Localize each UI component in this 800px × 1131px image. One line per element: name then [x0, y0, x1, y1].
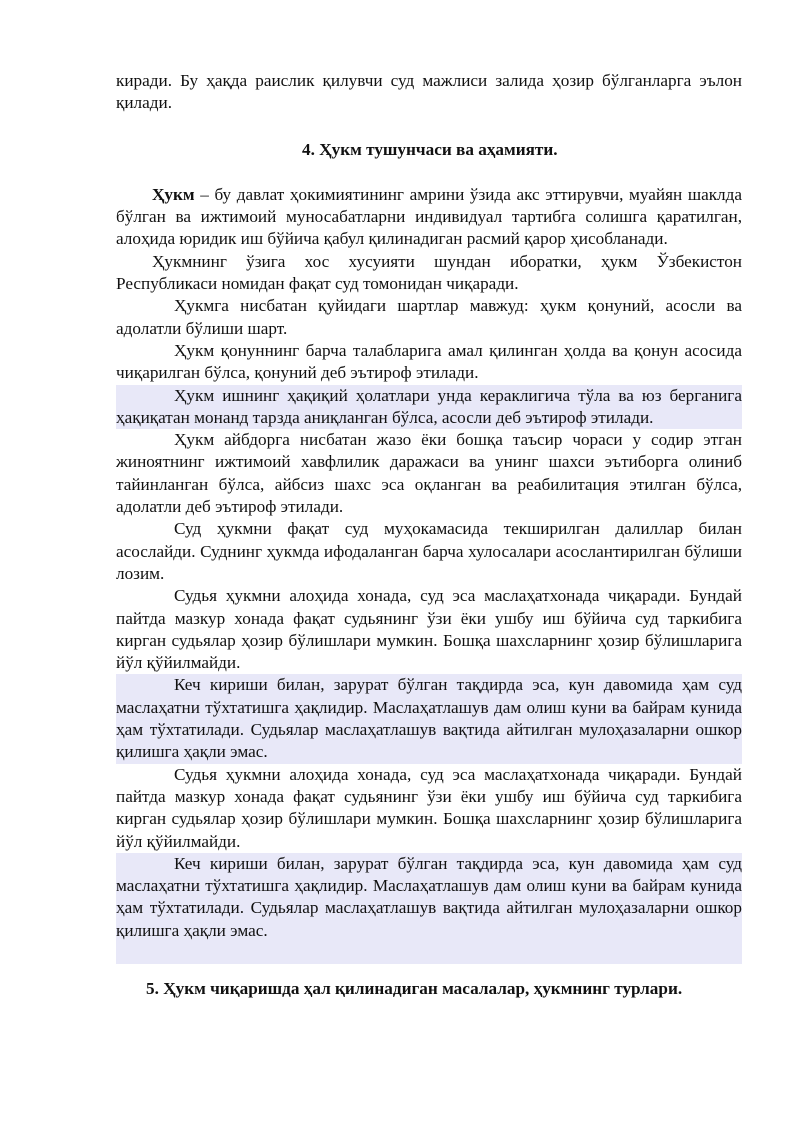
intro-paragraph: киради. Бу ҳақда раислик қилувчи суд мажлиси залида ҳозир бўлганларга эълон қилади. — [116, 71, 742, 113]
fair-paragraph: Ҳукм айбдорга нисбатан жазо ёки бошқа таъсир чораси у содир этган жиноятнинг ижтимоий хавфлилик даражаси ва унинг шахси эътиборга олиниб тайинланган бўлса, айбсиз шахс эса оқланган ва реабилитация этилган бўлса, адолатли деб эътироф этилади. — [116, 430, 742, 517]
definition-text: – бу давлат ҳокимиятининг амрини ўзида акс эттирувчи, муайян шаклда бўлган ва ижтимоий муносабатларни индивидуал тартибга солишга қаратилган, алоҳида юридик иш бўйича қабул қилинадиган расмий қарор ҳисобланади. — [116, 184, 742, 249]
definition-paragraph — [116, 184, 742, 251]
deliberation-pause-paragraph-repeat: Кеч кириши билан, зарурат бўлган тақдирда эса, кун давомида ҳам суд маслаҳатни тўхтатишга ҳақлидир. Маслаҳатлашув дам олиш куни ва байрам кунида ҳам тўхтатилади. Судьялар маслаҳатлашув вақтида айтилган мулоҳазаларни ошкор қилишга ҳақли эмас. — [116, 853, 742, 940]
highlight-spacer — [116, 942, 742, 964]
deliberation-pause-paragraph: Кеч кириши билан, зарурат бўлган тақдирда эса, кун давомида ҳам суд маслаҳатни тўхтатишга ҳақлидир. Маслаҳатлашув дам олиш куни ва байрам кунида ҳам тўхтатилади. Судьялар маслаҳатлашув вақтида айтилган мулоҳазаларни ошкор қилишга ҳақли эмас. — [116, 674, 742, 763]
document-body — [116, 70, 742, 1000]
evidence-paragraph: Суд ҳукмни фақат суд муҳокамасида текширилган далиллар билан асослайди. Суднинг ҳукмда ифодаланган барча хулосалари асослантирилган бўлиши лозим. — [116, 519, 742, 583]
deliberation-room-paragraph: Судья ҳукмни алоҳида хонада, суд эса маслаҳатхонада чиқаради. Бундай пайтда мазкур хонада фақат судьянинг ўзи ёки ушбу иш бўйича суд таркибига кирган судьялар ҳозир бўлишлари мумкин. Бошқа шахсларнинг ҳозир бўлишларига йўл қўйилмайди. — [116, 586, 742, 673]
section-heading-4: 4. Ҳукм тушунчаси ва аҳамияти. — [302, 139, 558, 159]
requirements-paragraph: Ҳукмга нисбатан қуйидаги шартлар мавжуд: ҳукм қонуний, асосли ва адолатли бўлиши шарт. — [116, 296, 742, 338]
section-heading-5: 5. Ҳукм чиқаришда ҳал қилинадиган масалалар, ҳукмнинг турлари. — [146, 978, 683, 998]
highlighted-block — [116, 853, 742, 964]
grounded-paragraph: Ҳукм ишнинг ҳақиқий ҳолатлари унда кераклигича тўла ва юз берганига ҳақиқатан монанд тарзда аниқланган бўлса, асосли деб эътироф этилади. — [116, 385, 742, 430]
deliberation-room-paragraph-repeat: Судья ҳукмни алоҳида хонада, суд эса маслаҳатхонада чиқаради. Бундай пайтда мазкур хонада фақат судьянинг ўзи ёки ушбу иш бўйича суд таркибига кирган судьялар ҳозир бўлишлари мумкин. Бошқа шахсларнинг ҳозир бўлишларига йўл қўйилмайди. — [116, 764, 742, 851]
definition-term: Ҳукм — [152, 184, 195, 204]
legal-paragraph: Ҳукм қонуннинг барча талабларига амал қилинган ҳолда ва қонун асосида чиқарилган бўлса, қонуний деб эътироф этилади. — [116, 340, 742, 383]
feature-paragraph: Ҳукмнинг ўзига хос хусуияти шундан иборатки, ҳукм Ўзбекистон Республикаси номидан фақат суд томонидан чиқаради. — [116, 251, 742, 294]
